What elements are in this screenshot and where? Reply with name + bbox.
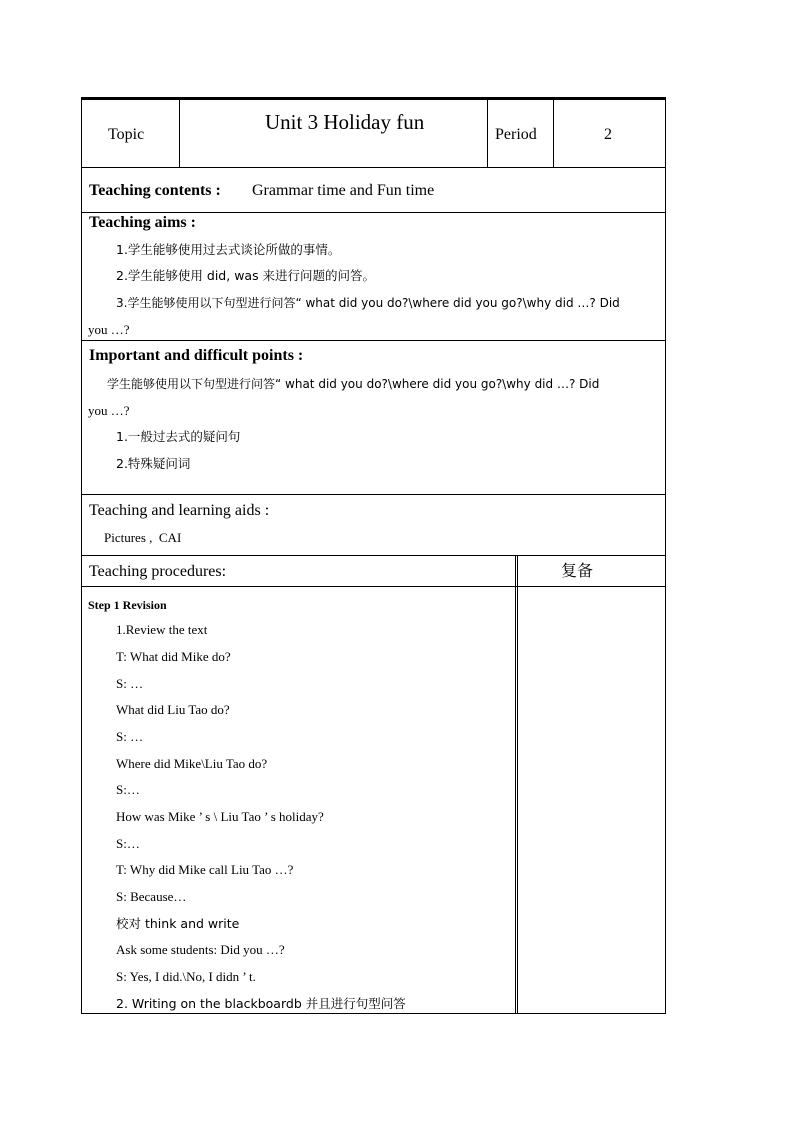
- column-divider: [179, 99, 180, 167]
- aids-label: Teaching and learning aids :: [89, 502, 270, 519]
- period-value: 2: [604, 126, 612, 143]
- procedure-line: S: …: [116, 676, 144, 691]
- procedure-line: Where did Mike\Liu Tao do?: [116, 756, 268, 771]
- review-column-label: 复备: [561, 561, 594, 580]
- procedures-label: Teaching procedures:: [89, 563, 227, 580]
- procedure-line: 校对 think and write: [116, 916, 240, 931]
- aims-item: you …?: [88, 322, 130, 337]
- procedure-line: Ask some students: Did you …?: [116, 942, 285, 957]
- row-divider: [81, 167, 666, 168]
- procedure-line: What did Liu Tao do?: [116, 702, 230, 717]
- aims-item: 3.学生能够使用以下句型进行问答“ what did you do?\where did you go?\why did …? Did: [116, 296, 620, 310]
- contents-value: Grammar time and Fun time: [252, 182, 435, 199]
- column-divider: [553, 99, 554, 167]
- aids-value: Pictures , CAI: [104, 530, 182, 545]
- topic-label: Topic: [108, 126, 145, 143]
- procedure-line: S: Yes, I did.\No, I didn ’ t.: [116, 969, 256, 984]
- period-label: Period: [495, 126, 537, 143]
- column-divider: [515, 556, 518, 1014]
- points-label: Important and difficult points :: [89, 347, 304, 364]
- procedure-line: S: Because…: [116, 889, 187, 904]
- row-divider: [81, 586, 666, 587]
- contents-label: Teaching contents :: [89, 182, 221, 199]
- procedure-line: S:…: [116, 782, 140, 797]
- procedure-line: 2. Writing on the blackboardb 并且进行句型问答: [116, 996, 406, 1011]
- aims-item: 2.学生能够使用 did, was 来进行问题的问答。: [116, 268, 376, 283]
- row-divider: [81, 212, 666, 213]
- row-divider: [81, 340, 666, 341]
- aims-item: 1.学生能够使用过去式谈论所做的事情。: [116, 242, 341, 257]
- procedure-line: T: What did Mike do?: [116, 649, 231, 664]
- points-item: 1.一般过去式的疑问句: [116, 429, 241, 444]
- procedure-line: S:…: [116, 836, 140, 851]
- procedure-line: S: …: [116, 729, 144, 744]
- row-divider: [81, 555, 666, 556]
- column-divider: [487, 99, 488, 167]
- points-item: 学生能够使用以下句型进行问答“ what did you do?\where did you go?\why did …? Did: [107, 377, 600, 391]
- points-item: you …?: [88, 403, 130, 418]
- points-item: 2.特殊疑问词: [116, 456, 191, 471]
- topic-value: Unit 3 Holiday fun: [265, 110, 425, 134]
- procedure-line: T: Why did Mike call Liu Tao …?: [116, 862, 294, 877]
- row-divider: [81, 494, 666, 495]
- procedure-line: How was Mike ’ s \ Liu Tao ’ s holiday?: [116, 809, 324, 824]
- aims-label: Teaching aims :: [89, 214, 196, 231]
- step-title: Step 1 Revision: [88, 598, 167, 612]
- procedure-line: 1.Review the text: [116, 622, 208, 637]
